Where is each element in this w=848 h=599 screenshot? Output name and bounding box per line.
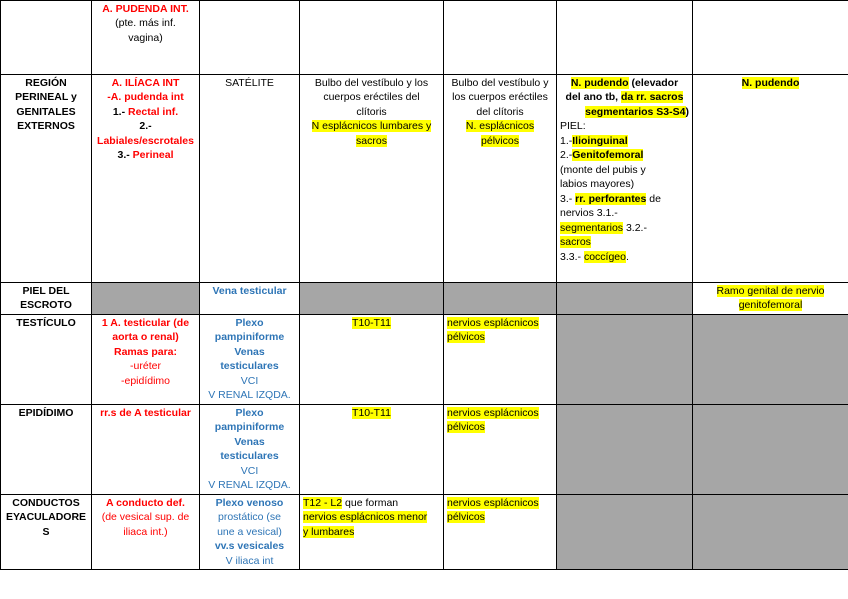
cell-text: da rr. sacros <box>620 91 684 104</box>
cell-text: del ano tb, <box>565 91 621 104</box>
cell-bulbo-nerves <box>300 75 444 283</box>
cell-text: PIEL: <box>560 120 586 133</box>
cell-text: nervios esplácnicos <box>447 496 539 509</box>
cell-text: pampiniforme <box>214 421 285 434</box>
cell-text: y lumbares <box>303 525 355 538</box>
cell-text: Ramas para: <box>113 345 178 358</box>
cell-text: vagina) <box>128 31 163 44</box>
cell-text: T10-T11 <box>352 406 391 419</box>
cell-text: iliaca int.) <box>123 525 168 538</box>
cell-text: . <box>625 250 629 263</box>
cell-gray <box>444 283 557 315</box>
cell-text: 3.2.- <box>623 221 647 234</box>
table-row-testiculo <box>1 314 848 404</box>
cell-gray <box>557 314 693 404</box>
cell-text: EPIDÍDIMO <box>18 406 74 419</box>
cell-text: pélvicos <box>447 331 485 344</box>
cell-text: sacros <box>560 236 591 249</box>
cell-bulbo-pelvic <box>444 75 557 283</box>
cell-text: (de vesical sup. de <box>101 511 190 524</box>
cell-text: Vena testicular <box>212 285 287 297</box>
cell-t10-t11 <box>300 314 444 404</box>
cell-text: CONDUCTOS <box>12 496 80 509</box>
cell-gray <box>693 314 848 404</box>
cell-text: Ilioinguinal <box>572 134 628 147</box>
cell-plexo-venoso <box>200 494 300 569</box>
cell <box>557 1 693 75</box>
cell-text: N. esplácnicos <box>465 120 535 133</box>
table-row-piel-escroto <box>1 283 848 315</box>
cell <box>200 1 300 75</box>
cell-text: Genitofemoral <box>572 149 644 162</box>
cell-veins-epididimo <box>200 404 300 494</box>
cell-text: clítoris <box>356 105 387 118</box>
cell-vena-testicular <box>200 283 300 315</box>
cell-text: rr.s de A testicular <box>100 406 191 419</box>
cell-text: de <box>646 192 661 205</box>
cell-text: -uréter <box>130 360 161 373</box>
cell-text: genitofemoral <box>738 299 803 312</box>
cell-text: N. pudendo <box>741 77 800 89</box>
cell-text: -epidídimo <box>120 374 171 387</box>
cell <box>300 1 444 75</box>
cell-text: V RENAL IZQDA. <box>208 389 291 402</box>
cell-text: 2.- <box>560 149 573 162</box>
cell-text: T12 - L2 <box>303 496 343 509</box>
cell-text: del clítoris <box>476 105 524 118</box>
cell-text: Plexo venoso <box>215 496 284 509</box>
cell-veins-testiculo <box>200 314 300 404</box>
cell-rr-testicular <box>92 404 200 494</box>
cell-text: segmentarios S3-S4 <box>585 105 686 118</box>
row-header-epididimo <box>1 404 92 494</box>
cell-text: 2.- <box>139 120 152 133</box>
cell-a-conducto <box>92 494 200 569</box>
cell-text: pélvicos <box>447 511 485 524</box>
cell-text: Perineal <box>132 149 174 162</box>
cell-gray <box>693 404 848 494</box>
cell-gray <box>300 283 444 315</box>
cell-text: 3.- <box>117 149 133 162</box>
cell-text: los cuerpos eréctiles <box>452 91 548 104</box>
cell-a-testicular <box>92 314 200 404</box>
cell-text: nervios esplácnicos <box>447 316 539 329</box>
cell-text: Bulbo del vestíbulo y los <box>314 77 429 89</box>
cell-text: coccígeo <box>583 250 626 263</box>
cell-text: Labiales/escrotales <box>97 134 194 147</box>
cell-arteries <box>92 75 200 283</box>
cell-text: pélvicos <box>481 134 519 147</box>
cell-text: T10-T11 <box>352 316 391 329</box>
cell-text: N. pudendo <box>570 77 629 89</box>
cell-text: PIEL DEL <box>22 285 70 297</box>
cell-text: aorta o renal) <box>112 331 179 344</box>
cell-text: sacros <box>356 134 387 147</box>
cell-text: prostático (se <box>217 511 282 524</box>
cell <box>444 1 557 75</box>
cell-nerv-pelvicos <box>444 404 557 494</box>
cell-text: pélvicos <box>447 421 485 434</box>
cell-text: Bulbo del vestíbulo y <box>451 77 549 89</box>
cell-text: Plexo <box>235 316 264 329</box>
cell-text: testiculares <box>220 360 279 373</box>
row-header-testiculo <box>1 314 92 404</box>
cell-ramo-genital <box>693 283 848 315</box>
table-row-epididimo <box>1 404 848 494</box>
cell-t10-t11 <box>300 404 444 494</box>
cell-nerv-pelvicos <box>444 494 557 569</box>
row-header-region-perineal <box>1 75 92 283</box>
cell-text: ) <box>685 105 689 118</box>
cell-pudendo-piel <box>557 75 693 283</box>
row-header-conductos <box>1 494 92 569</box>
cell-text: Venas <box>234 435 265 448</box>
cell-text: EYACULADORES <box>5 511 87 538</box>
table-row-pudenda <box>1 1 848 75</box>
cell-text: VCI <box>240 464 259 477</box>
cell-text: (monte del pubis y <box>560 163 646 176</box>
cell-nerv-pelvicos <box>444 314 557 404</box>
cell-text: V iliaca int <box>225 554 274 567</box>
cell-text: A. PUDENDA INT. <box>102 3 189 15</box>
cell-text: VCI <box>240 374 259 387</box>
cell-text: 3.3.- <box>560 250 584 263</box>
cell-text: V RENAL IZQDA. <box>208 479 291 492</box>
cell-text: EXTERNOS <box>17 120 75 133</box>
cell-text: TESTÍCULO <box>16 316 76 329</box>
cell-text: nervios esplácnicos menor <box>303 511 428 524</box>
cell-text: testiculares <box>220 450 279 463</box>
cell-text: PERINEAL y <box>15 91 77 104</box>
row-header-piel-escroto <box>1 283 92 315</box>
cell-text: Rectal inf. <box>127 105 179 118</box>
cell-gray <box>92 283 200 315</box>
cell-t12-l2 <box>300 494 444 569</box>
cell-text: A conducto def. <box>106 496 185 509</box>
cell-text: 1.- <box>560 134 573 147</box>
cell-text: SATÉLITE <box>225 77 274 89</box>
cell-text: nervios esplácnicos <box>447 406 539 419</box>
cell-text: A. ILÍACA INT <box>111 77 180 89</box>
table-row-conductos <box>1 494 848 569</box>
cell-text: nervios 3.1.- <box>560 207 618 220</box>
cell-text: pampiniforme <box>214 331 285 344</box>
cell-text: une a vesical) <box>217 525 282 538</box>
cell-text: rr. perforantes <box>575 192 647 205</box>
cell-n-pudendo <box>693 75 848 283</box>
cell-gray <box>557 283 693 315</box>
cell-text: vv.s vesicales <box>214 540 285 553</box>
cell-gray <box>693 494 848 569</box>
cell-gray <box>557 404 693 494</box>
cell-text: REGIÓN <box>25 77 67 89</box>
cell-text: 1.- <box>112 105 128 118</box>
cell-text: Plexo <box>235 406 264 419</box>
cell-text: Venas <box>234 345 265 358</box>
cell-pudenda-int <box>92 1 200 75</box>
cell-text: segmentarios <box>560 221 624 234</box>
cell-text: ESCROTO <box>20 299 72 312</box>
cell-text: 1 A. testicular (de <box>101 316 190 329</box>
cell-text: -A. pudenda int <box>107 91 184 104</box>
cell-text: que forman <box>342 496 399 509</box>
cell-text: (elevador <box>628 77 679 89</box>
cell-text: labios mayores) <box>560 178 635 191</box>
cell-text: 3.- <box>560 192 576 205</box>
cell-text: Ramo genital de nervio <box>716 285 825 297</box>
cell-gray <box>557 494 693 569</box>
cell-text: N esplácnicos lumbares y <box>311 120 432 133</box>
cell-satelite <box>200 75 300 283</box>
table-row-region-perineal <box>1 75 848 283</box>
cell <box>693 1 848 75</box>
cell-text: GENITALES <box>16 105 76 118</box>
cell-text: (pte. más inf. <box>115 17 176 30</box>
cell <box>1 1 92 75</box>
cell-text: cuerpos eréctiles del <box>323 91 420 104</box>
